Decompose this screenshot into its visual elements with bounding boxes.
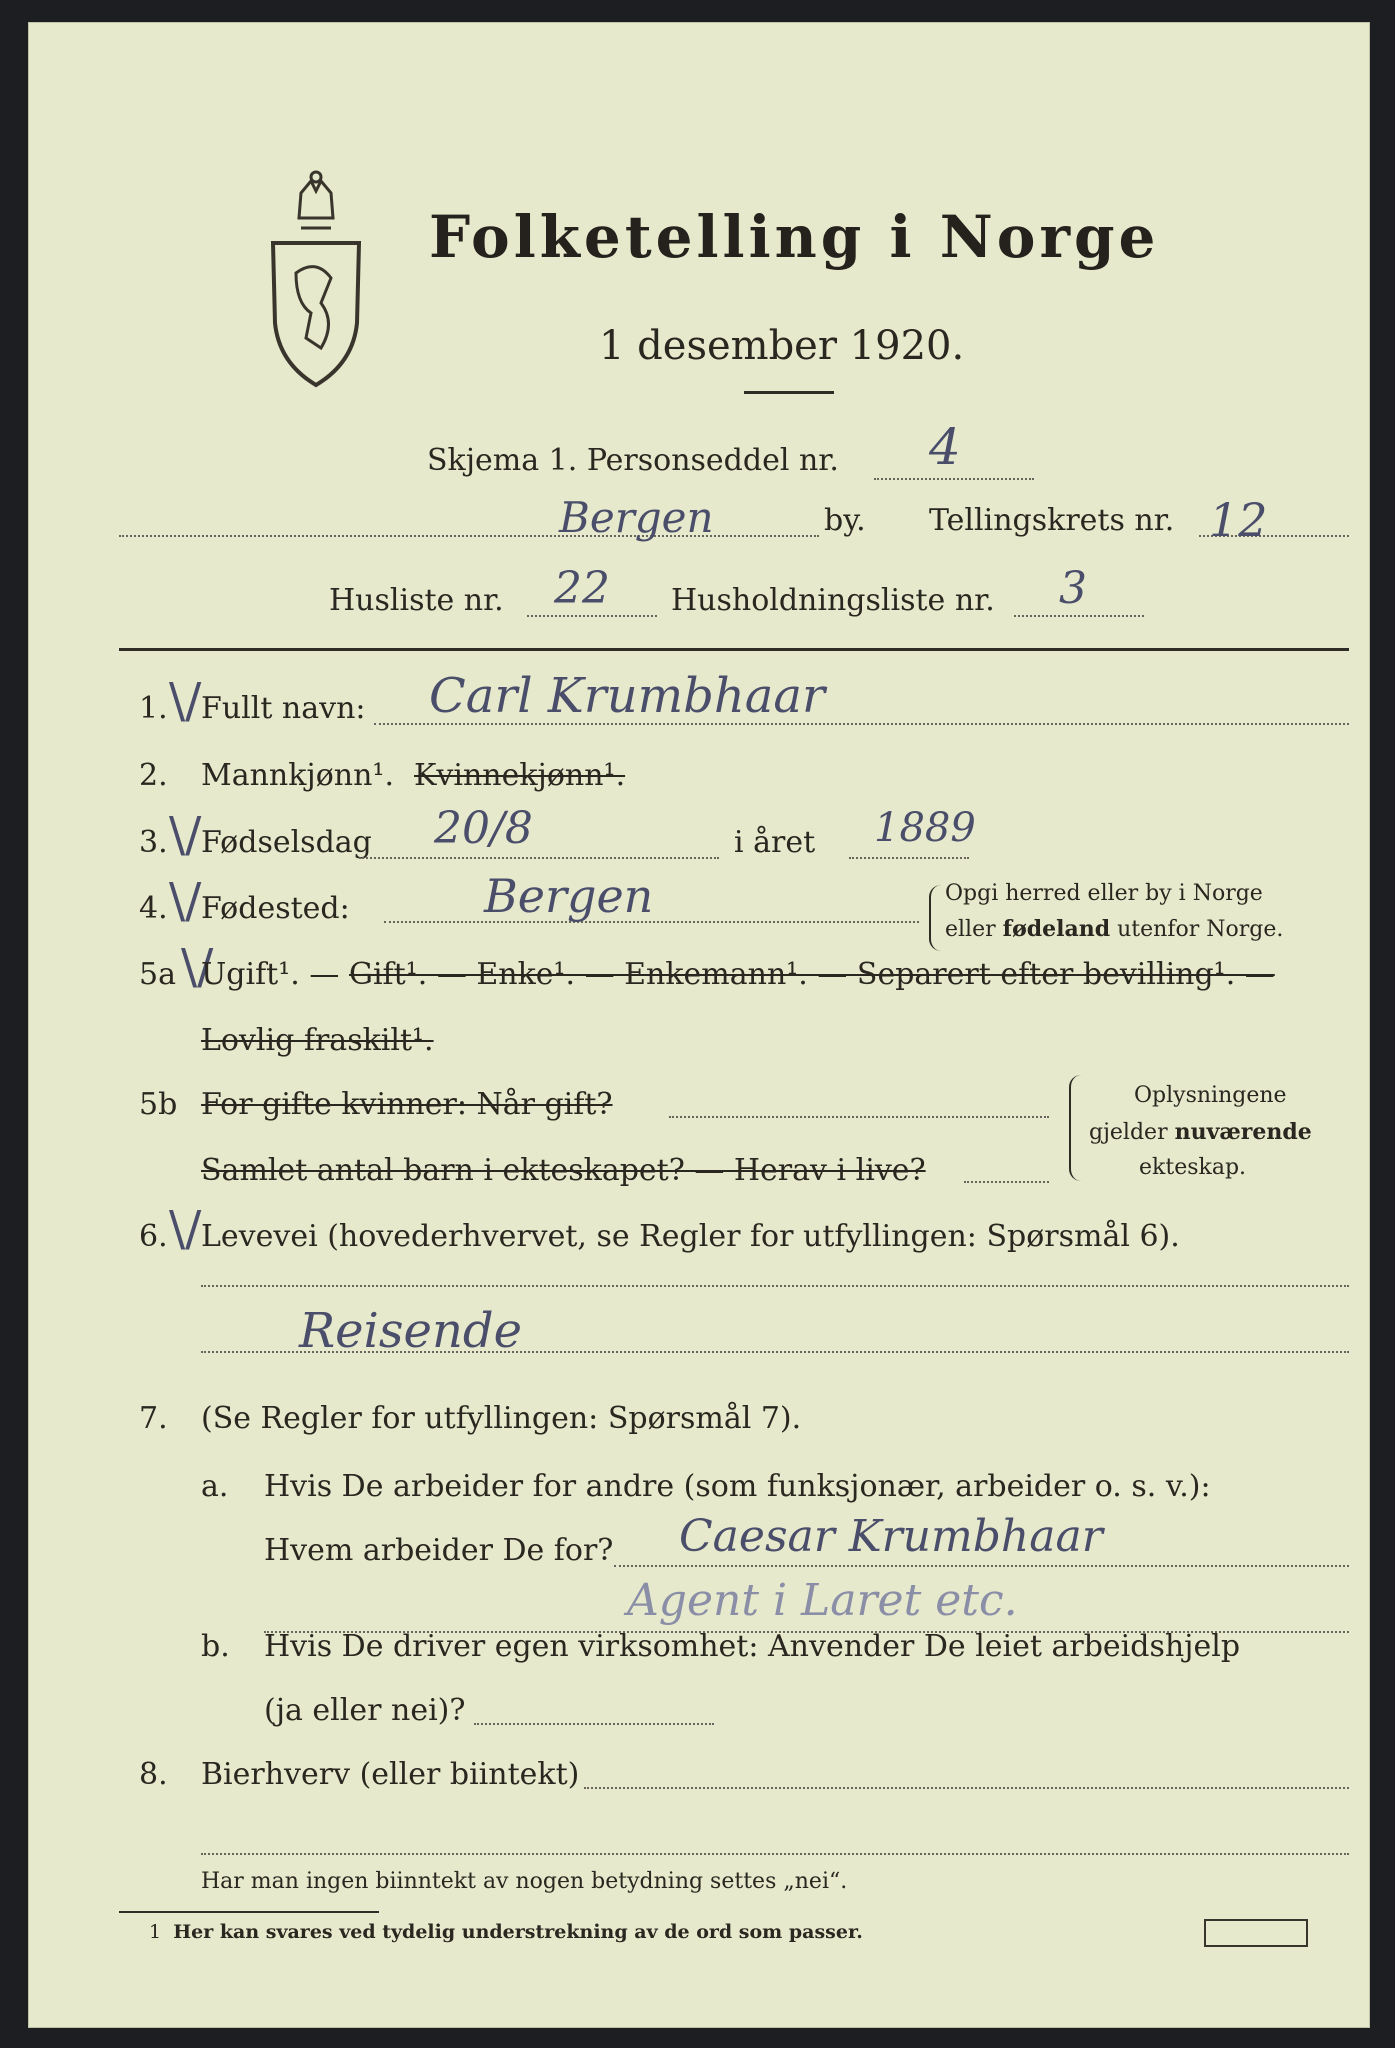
birthday-line: [359, 857, 719, 859]
husholdningsliste-label: Husholdningsliste nr.: [671, 583, 995, 618]
q6-label: Levevei (hovederhvervet, se Regler for utfyllingen: Spørsmål 6).: [201, 1219, 1180, 1254]
footnote: 1 Her kan svares ved tydelig understrekning av de ord som passer.: [149, 1921, 863, 1943]
q5b-note1: Oplysningene: [1134, 1083, 1287, 1108]
q5b-number: 5b: [139, 1087, 178, 1122]
birth-year-value[interactable]: 1889: [874, 805, 976, 851]
tellingskrets-value[interactable]: 12: [1209, 493, 1268, 547]
q6-checkmark: \/: [169, 1201, 202, 1257]
q7a-employer-label: Hvem arbeider De for?: [264, 1533, 614, 1568]
husliste-line: [527, 615, 657, 617]
brace: [929, 885, 941, 951]
q8-number: 8.: [139, 1757, 168, 1792]
coat-of-arms-icon: [261, 163, 371, 393]
census-form: [28, 22, 1370, 2028]
header-rule: [119, 648, 1349, 651]
city-value[interactable]: Bergen: [559, 493, 714, 542]
q7b-line: [474, 1723, 714, 1725]
q4-note-line1: Opgi herred eller by i Norge: [945, 881, 1263, 906]
husholdningsliste-line: [1014, 615, 1144, 617]
q5b-line1: [669, 1116, 1049, 1118]
q5b-married-when: For gifte kvinner: Når gift?: [201, 1087, 613, 1122]
q7a-letter: a.: [201, 1469, 229, 1504]
q8-line1: [584, 1787, 1349, 1789]
q1-label: Fullt navn:: [201, 691, 366, 726]
birth-year-line: [849, 857, 969, 859]
q8-note: Har man ingen biinntekt av nogen betydning settes „nei“.: [201, 1869, 848, 1894]
q5b-note3: ekteskap.: [1139, 1155, 1247, 1180]
husliste-label: Husliste nr.: [329, 583, 504, 618]
footnote-rule: [119, 1911, 379, 1913]
q2-number: 2.: [139, 758, 168, 793]
q1-number: 1.: [139, 691, 168, 726]
husliste-value[interactable]: 22: [554, 563, 610, 614]
q5a-divorced-label: Lovlig fraskilt¹.: [201, 1023, 434, 1058]
q5b-children: Samlet antal barn i ekteskapet? — Herav i live?: [201, 1153, 926, 1188]
q7b-yesno-label: (ja eller nei)?: [264, 1693, 466, 1728]
q5b-line2: [964, 1181, 1049, 1183]
q7a-label: Hvis De arbeider for andre (som funksjonær, arbeider o. s. v.):: [264, 1469, 1211, 1504]
q3-label: Fødselsdag: [201, 825, 372, 860]
q4-note-line2: eller fødeland utenfor Norge.: [945, 916, 1284, 942]
personseddel-line: [874, 478, 1034, 480]
q5a-ugift-label: Ugift¹. —: [201, 957, 340, 992]
q4-checkmark: \/: [169, 873, 202, 929]
q8-label: Bierhverv (eller biintekt): [201, 1757, 580, 1792]
husholdningsliste-value[interactable]: 3: [1059, 563, 1087, 614]
employer-line1: [614, 1565, 1349, 1567]
divider: [744, 391, 834, 394]
q1-checkmark: \/: [169, 673, 202, 729]
birthday-value[interactable]: 20/8: [434, 803, 533, 854]
q4-label: Fødested:: [201, 891, 350, 926]
q3-year-label: i året: [734, 825, 816, 860]
q5b-note2: gjelder nuværende: [1089, 1119, 1312, 1145]
q5a-number: 5a: [139, 957, 176, 992]
schema-label: Skjema 1. Personseddel nr.: [427, 443, 839, 478]
q3-number: 3.: [139, 825, 168, 860]
city-suffix-label: by.: [824, 503, 866, 538]
employer-note-value[interactable]: Agent i Laret etc.: [627, 1575, 1018, 1626]
brace: [1069, 1075, 1081, 1181]
birthplace-value[interactable]: Bergen: [484, 869, 654, 923]
q7b-label: Hvis De driver egen virksomhet: Anvender De leiet arbeidshjelp: [264, 1629, 1241, 1664]
employer-value[interactable]: Caesar Krumbhaar: [679, 1511, 1103, 1562]
q2-female-label: Kvinnekjønn¹.: [414, 758, 626, 793]
occupation-value[interactable]: Reisende: [299, 1303, 522, 1359]
form-date: 1 desember 1920.: [599, 323, 965, 369]
full-name-value[interactable]: Carl Krumbhaar: [429, 668, 825, 724]
q5a-checkmark: \/: [181, 939, 214, 995]
personseddel-value[interactable]: 4: [929, 418, 961, 476]
q6-number: 6.: [139, 1219, 168, 1254]
q6-line1: [201, 1285, 1349, 1287]
q7-number: 7.: [139, 1401, 168, 1436]
q5a-struck-options: Gift¹. — Enke¹. — Enkemann¹. — Separert efter bevilling¹. —: [349, 957, 1275, 992]
q3-checkmark: \/: [169, 807, 202, 863]
form-title: Folketelling i Norge: [429, 203, 1160, 271]
printer-stamp: [1204, 1919, 1308, 1947]
tellingskrets-label: Tellingskrets nr.: [929, 503, 1175, 538]
city-line: [119, 535, 819, 537]
q8-line2: [201, 1853, 1349, 1855]
q7-label: (Se Regler for utfyllingen: Spørsmål 7).: [201, 1401, 802, 1436]
q4-number: 4.: [139, 891, 168, 926]
q7b-letter: b.: [201, 1629, 230, 1664]
q2-male-label: Mannkjønn¹.: [201, 758, 394, 793]
